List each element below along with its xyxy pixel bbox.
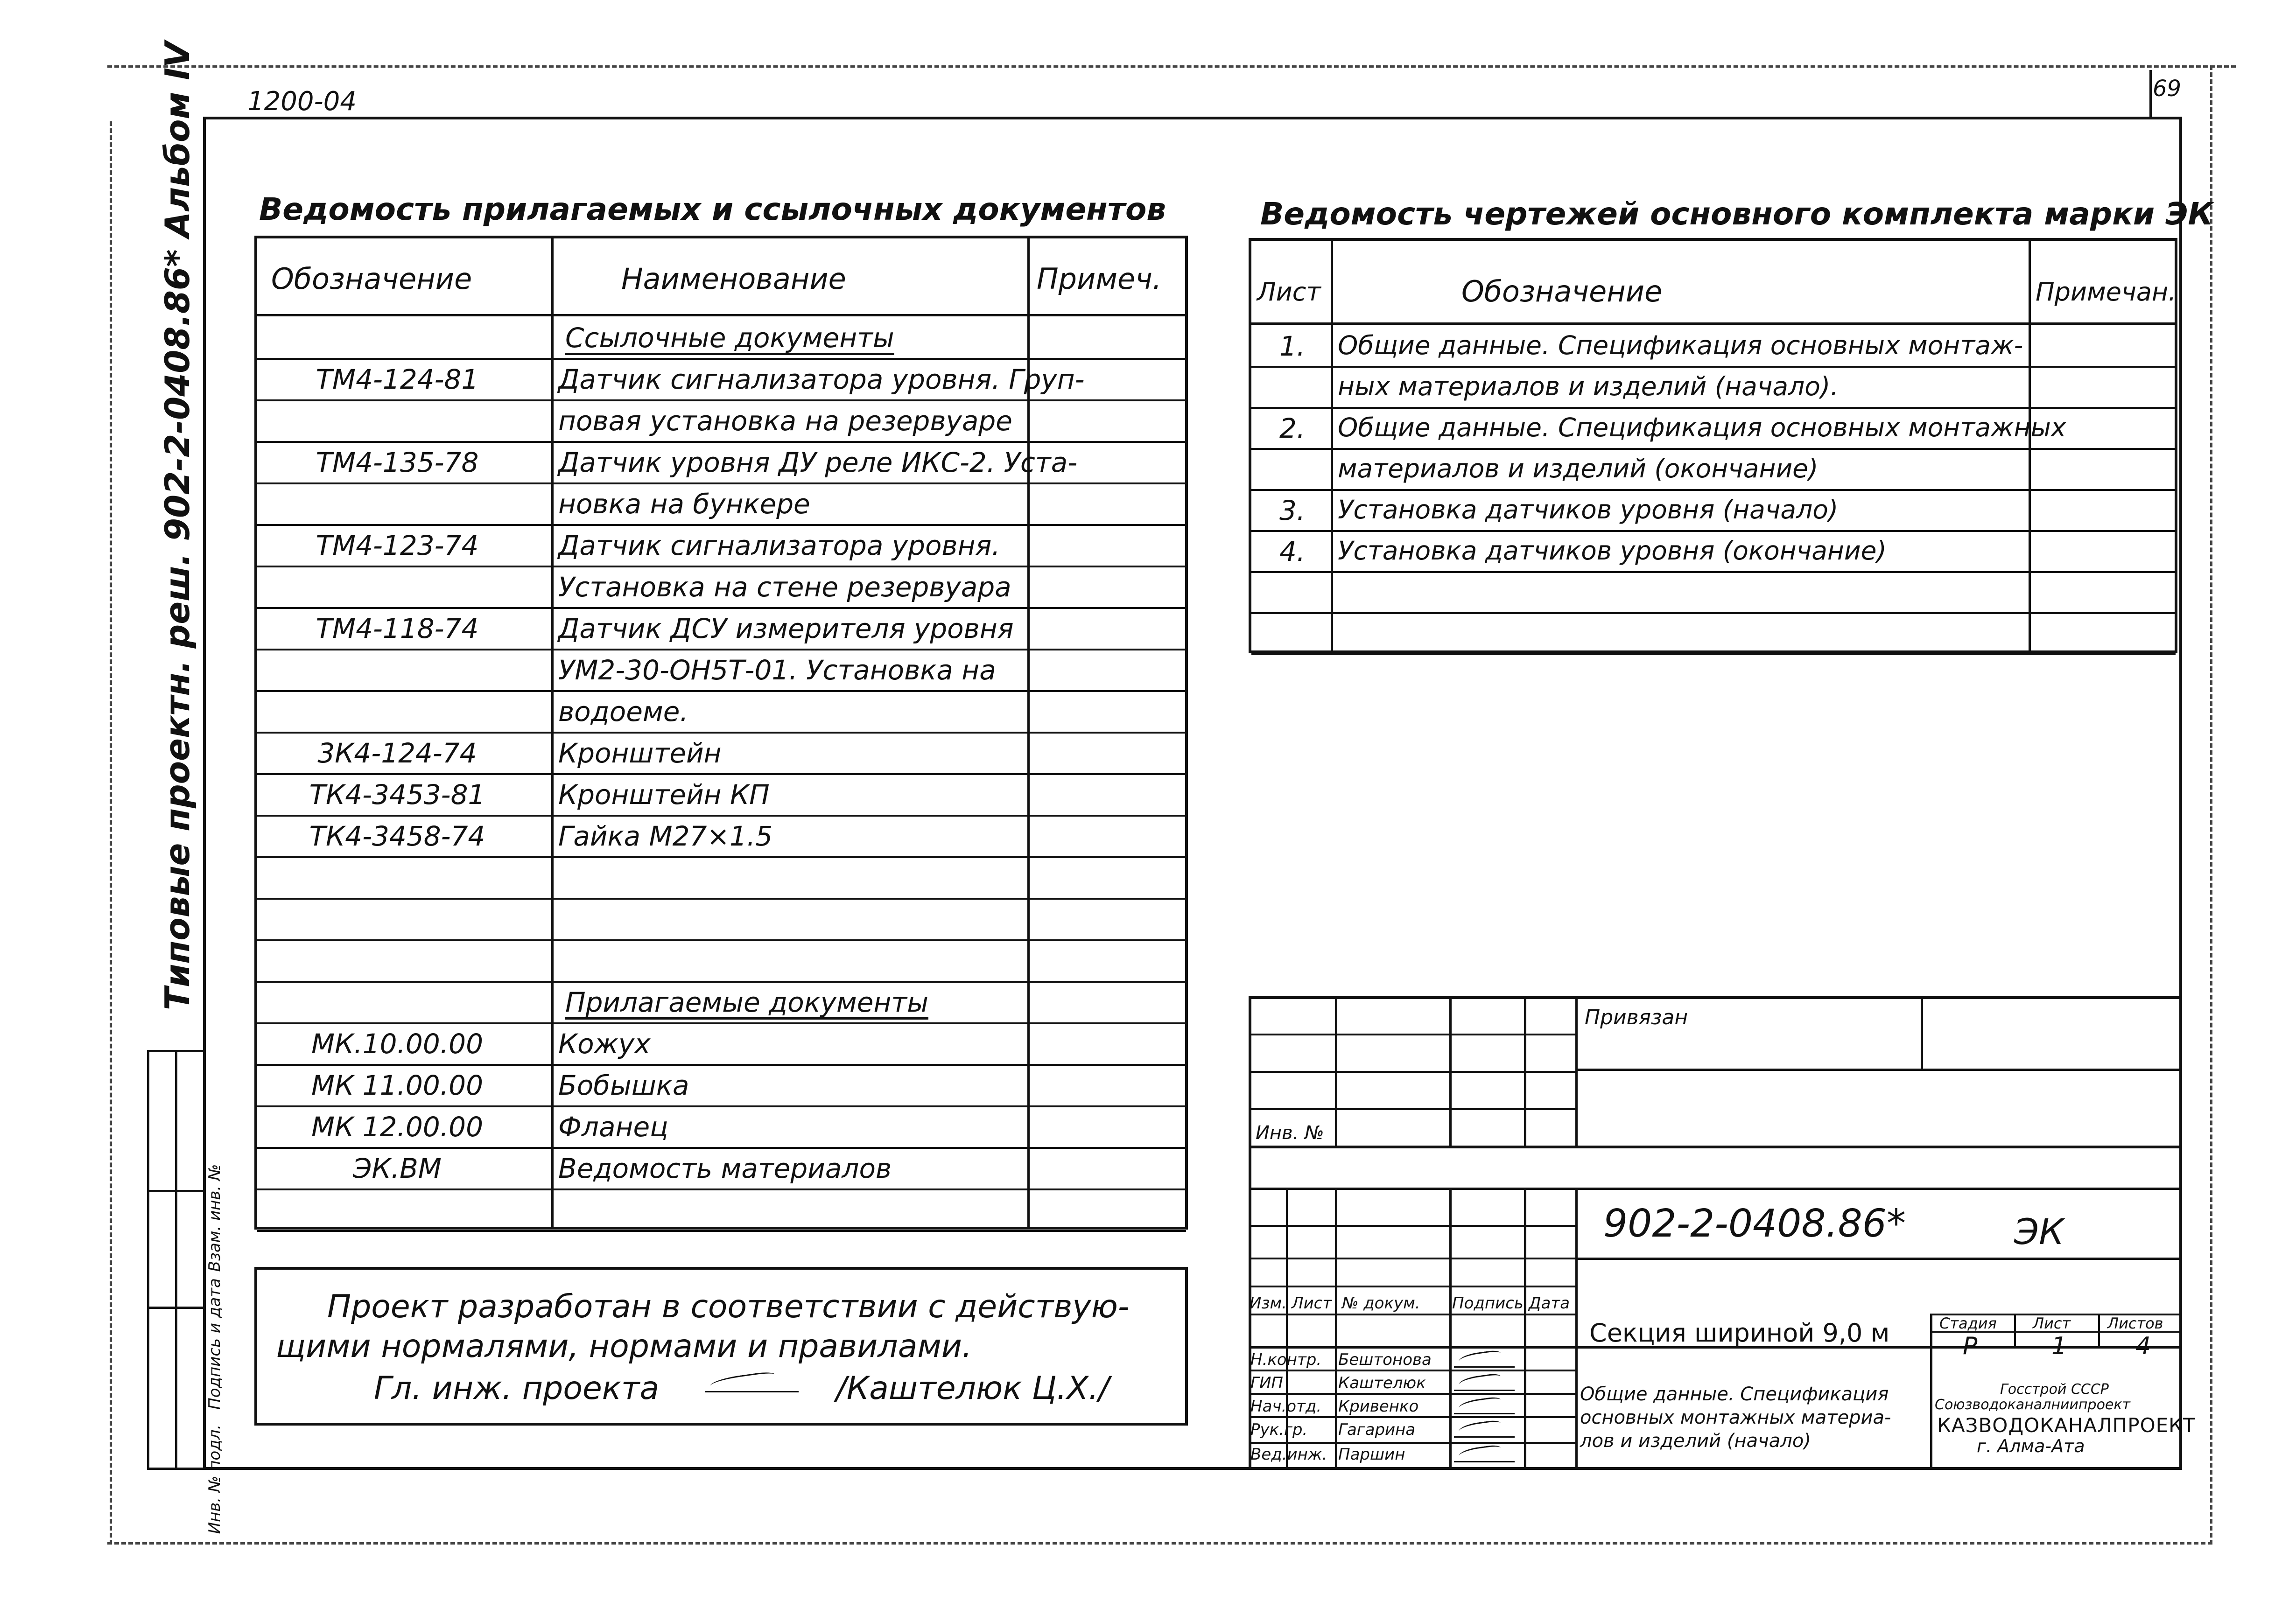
- bottom-dashed-border: [107, 1542, 2212, 1545]
- ref-row-code: МК 11.00.00: [311, 1070, 483, 1101]
- side-label-inv: Инв. № подл.: [205, 1424, 224, 1534]
- ref-row-divider: [257, 524, 1186, 526]
- stamp-signature: [1454, 1419, 1515, 1438]
- ref-row-code: ЭК.ВМ: [353, 1153, 442, 1184]
- drw-row-divider: [1251, 612, 2176, 614]
- ref-row-divider: [257, 939, 1186, 941]
- stamp-signature: [1454, 1373, 1515, 1391]
- right-dashed-border: [2210, 65, 2212, 1545]
- stage-value: Р: [1963, 1332, 1978, 1360]
- ref-header-note: Примеч.: [1037, 262, 1162, 296]
- ref-row-divider: [257, 1064, 1186, 1066]
- drw-row-divider: [1251, 653, 2176, 655]
- doc-mark: ЭК: [2014, 1211, 2064, 1252]
- ref-row-name: УМ2-30-ОН5Т-01. Установка на: [558, 654, 996, 686]
- ref-row-divider: [257, 981, 1186, 983]
- stamp-signature: [1454, 1444, 1515, 1462]
- stamp-role: Рук.гр.: [1250, 1420, 1308, 1439]
- drw-row-name: Общие данные. Спецификация основных монтажных: [1338, 412, 2066, 442]
- drw-row-divider: [1251, 366, 2176, 368]
- ref-row-divider: [257, 690, 1186, 692]
- sheet-value: 1: [2051, 1332, 2067, 1360]
- col-header-list: Лист: [1292, 1294, 1332, 1313]
- drw-row-divider: [1251, 530, 2176, 532]
- ref-row-name: повая установка на резервуаре: [558, 405, 1012, 437]
- ref-row-divider: [257, 1105, 1186, 1107]
- side-label-sign: Подпись и дата: [205, 1278, 224, 1410]
- drawings-table: [1249, 238, 2177, 653]
- drw-row-name: Общие данные. Спецификация основных монтаж-: [1338, 330, 2023, 360]
- ref-row-code: ТМ4-135-78: [316, 447, 479, 478]
- ref-row-name: Датчик сигнализатора уровня.: [558, 530, 1000, 561]
- note-line-2: щими нормалями, нормами и правилами.: [276, 1328, 972, 1365]
- ref-row-code: ТК4-3458-74: [309, 820, 485, 852]
- side-label-vzam: Взам. инв. №: [205, 1164, 224, 1272]
- ref-row-code: ТМ4-123-74: [316, 530, 479, 561]
- note-line-3-name: /Каштелюк Ц.Х./: [836, 1370, 1109, 1407]
- ref-row-divider: [257, 607, 1186, 609]
- ref-row-divider: [257, 856, 1186, 858]
- stamp-person-name: Гагарина: [1338, 1420, 1416, 1439]
- stamp-person-name: Бештонова: [1338, 1350, 1432, 1369]
- section-title: Секция шириной 9,0 м: [1589, 1318, 1890, 1348]
- ref-section-heading: Прилагаемые документы: [565, 986, 928, 1018]
- org-line-4: г. Алма-Ата: [1977, 1436, 2085, 1456]
- left-dashed-border: [110, 121, 112, 1545]
- ref-row-code: ТК4-3453-81: [309, 779, 485, 811]
- drw-row-name: ных материалов и изделий (начало).: [1338, 371, 1839, 401]
- drw-row-divider: [1251, 448, 2176, 450]
- org-line-1: Госстрой СССР: [2000, 1381, 2109, 1398]
- drw-header-name: Обозначение: [1461, 274, 1663, 308]
- ref-row-divider: [257, 566, 1186, 567]
- side-stamp-title: Типовые проектн. реш. 902-2-0408.86* Альбом IV: [158, 42, 197, 1010]
- ref-row-name: Кронштейн КП: [558, 779, 770, 811]
- inv-no-label: Инв. №: [1256, 1122, 1324, 1144]
- privyazan-label: Привязан: [1585, 1006, 1688, 1029]
- ref-row-divider: [257, 773, 1186, 775]
- stage-label: Стадия: [1939, 1314, 1997, 1332]
- drawings-title: Ведомость чертежей основного комплекта марки ЭК: [1260, 196, 2213, 232]
- stamp-person-name: Кривенко: [1338, 1397, 1419, 1416]
- ref-row-divider: [257, 1189, 1186, 1190]
- sheet-title-1: Общие данные. Спецификация: [1580, 1384, 1889, 1405]
- ref-row-divider: [257, 482, 1186, 484]
- ref-row-divider: [257, 399, 1186, 401]
- col-header-doc: № докум.: [1342, 1294, 1420, 1313]
- ref-row-name: Ведомость материалов: [558, 1153, 892, 1184]
- ref-row-divider: [257, 898, 1186, 900]
- ref-row-name: Датчик уровня ДУ реле ИКС-2. Уста-: [558, 447, 1078, 478]
- ref-row-name: Датчик ДСУ измерителя уровня: [558, 613, 1014, 644]
- ref-row-name: Кожух: [558, 1028, 651, 1060]
- ref-row-name: водоеме.: [558, 696, 688, 727]
- ref-row-divider: [257, 1022, 1186, 1024]
- doc-code: 902-2-0408.86*: [1603, 1202, 1906, 1246]
- drw-row-sheet: 2.: [1279, 412, 1306, 444]
- drw-row-divider: [1251, 571, 2176, 573]
- ref-header-code: Обозначение: [271, 262, 472, 296]
- sheets-value: 4: [2135, 1332, 2151, 1360]
- sheet-title-2: основных монтажных материа-: [1580, 1407, 1891, 1428]
- ref-row-name: Гайка М27×1.5: [558, 820, 773, 852]
- stamp-role: ГИП: [1250, 1374, 1283, 1392]
- ref-docs-table: [254, 236, 1188, 1230]
- ref-row-code: 3К4-124-74: [317, 737, 477, 769]
- ref-row-divider: [257, 815, 1186, 817]
- side-divider-v: [175, 1050, 177, 1470]
- drw-row-sheet: 4.: [1279, 536, 1306, 567]
- ref-row-divider: [257, 732, 1186, 734]
- ref-row-name: Установка на стене резервуара: [558, 571, 1011, 603]
- note-line-1: Проект разработан в соответствии с действую-: [327, 1288, 1130, 1325]
- ref-row-code: ТМ4-124-81: [316, 364, 479, 395]
- chief-engineer-signature: [705, 1372, 799, 1392]
- ref-row-name: Бобышка: [558, 1070, 689, 1101]
- stamp-role: Н.контр.: [1250, 1350, 1322, 1369]
- ref-row-code: МК.10.00.00: [311, 1028, 483, 1060]
- ref-row-divider: [257, 441, 1186, 443]
- stamp-role: Нач.отд.: [1250, 1397, 1322, 1416]
- drw-header-sheet: Лист: [1257, 277, 1321, 307]
- stamp-signature: [1454, 1396, 1515, 1414]
- org-line-2: Союзводоканалниипроект: [1935, 1397, 2130, 1413]
- ref-header-name: Наименование: [621, 262, 846, 296]
- sheets-label: Листов: [2107, 1314, 2163, 1332]
- ref-row-name: Кронштейн: [558, 737, 722, 769]
- drw-row-sheet: 1.: [1279, 330, 1306, 362]
- ref-docs-title: Ведомость прилагаемых и ссылочных документов: [259, 191, 1166, 227]
- drw-row-divider: [1251, 407, 2176, 409]
- ref-row-divider: [257, 1147, 1186, 1149]
- ref-row-name: новка на бункере: [558, 488, 810, 520]
- sheet-title-3: лов и изделий (начало): [1580, 1430, 1811, 1452]
- ref-row-divider: [257, 358, 1186, 360]
- drw-row-sheet: 3.: [1279, 495, 1306, 526]
- ref-section-heading: Ссылочные документы: [565, 322, 894, 354]
- drw-row-name: Установка датчиков уровня (окончание): [1338, 536, 1887, 566]
- ref-row-name: Датчик сигнализатора уровня. Груп-: [558, 364, 1085, 395]
- page-number: 69: [2153, 76, 2182, 102]
- note-box: [254, 1267, 1188, 1426]
- col-header-date: Дата: [1529, 1294, 1570, 1313]
- top-code: 1200-04: [247, 86, 357, 117]
- stamp-person-name: Паршин: [1338, 1445, 1405, 1464]
- ref-row-code: МК 12.00.00: [311, 1111, 483, 1143]
- col-header-izm: Изм.: [1250, 1294, 1287, 1313]
- stamp-signature: [1454, 1349, 1515, 1368]
- ref-row-code: ТМ4-118-74: [316, 613, 479, 644]
- ref-row-divider: [257, 1230, 1186, 1232]
- drw-row-divider: [1251, 489, 2176, 491]
- ref-row-divider: [257, 649, 1186, 650]
- ref-row-name: Фланец: [558, 1111, 668, 1143]
- drw-row-name: Установка датчиков уровня (начало): [1338, 495, 1839, 524]
- note-line-3-label: Гл. инж. проекта: [374, 1370, 660, 1407]
- col-header-sign: Подпись: [1452, 1294, 1524, 1313]
- sheet-label: Лист: [2033, 1314, 2071, 1332]
- drw-row-name: материалов и изделий (окончание): [1338, 454, 1819, 483]
- drw-header-note: Примечан.: [2036, 277, 2177, 307]
- top-dashed-border: [107, 65, 2236, 68]
- org-line-3: КАЗВОДОКАНАЛПРОЕКТ: [1937, 1414, 2196, 1437]
- title-block: [1249, 996, 2196, 1470]
- stamp-role: Вед.инж.: [1250, 1445, 1327, 1464]
- stamp-person-name: Каштелюк: [1338, 1374, 1426, 1392]
